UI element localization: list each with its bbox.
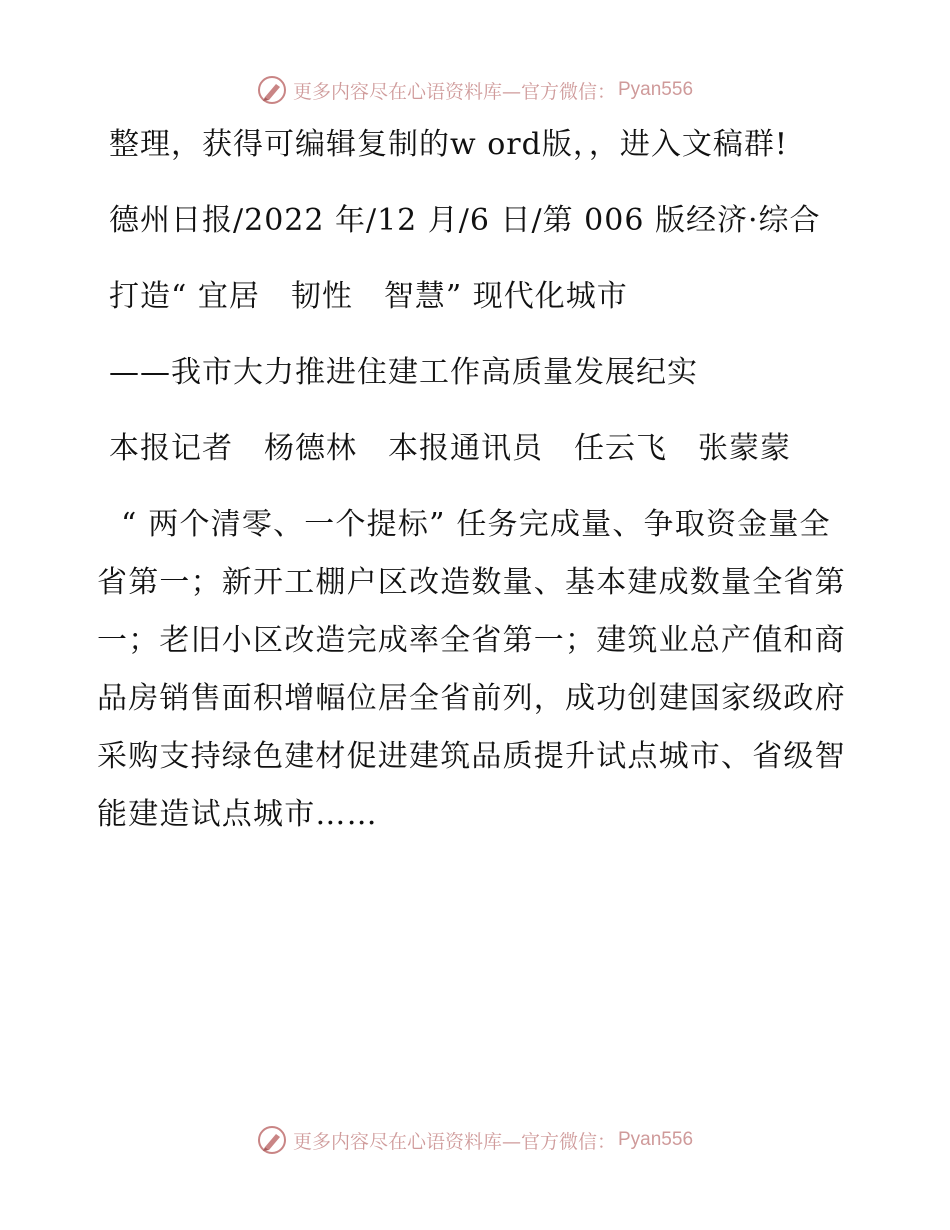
document-body — [97, 116, 852, 862]
watermark-wechat: Pyan556 — [618, 79, 694, 100]
watermark-separator: —官方微信： — [501, 80, 616, 103]
watermark-separator: —官方微信： — [501, 1130, 616, 1153]
pen-logo-icon — [257, 1125, 287, 1155]
byline: 本报记者 杨德林 本报通讯员 任云飞 张蒙蒙 — [109, 431, 791, 466]
article-subtitle: ——我市大力推进住建工作高质量发展纪实 — [109, 355, 698, 390]
watermark-wechat: Pyan556 — [618, 1129, 694, 1150]
intro-note: 整理，获得可编辑复制的w ord版，，进入文稿群! — [109, 127, 788, 162]
header-watermark — [0, 70, 950, 110]
watermark-site: 更多内容尽在心语资料库 — [292, 1130, 502, 1153]
footer-watermark — [0, 1120, 950, 1160]
pen-logo-icon — [257, 75, 287, 105]
source-line: 德州日报/2022 年/12 月/6 日/第 006 版经济·综合 — [109, 203, 821, 238]
body-paragraph: “ 两个清零、一个提标” 任务完成量、争取资金量全省第一；新开工棚户区改造数量、基本建成数量全省第一；老旧小区改造完成率全省第一；建筑业总产值和商品房销售面积增幅位居全省前列，成功创建国家级政府采购支持绿色建材促进建筑品质提升试点城市、省级智能建造试点城市…… — [97, 507, 846, 832]
watermark-site: 更多内容尽在心语资料库 — [292, 80, 502, 103]
article-title: 打造“ 宜居 韧性 智慧” 现代化城市 — [109, 279, 628, 314]
